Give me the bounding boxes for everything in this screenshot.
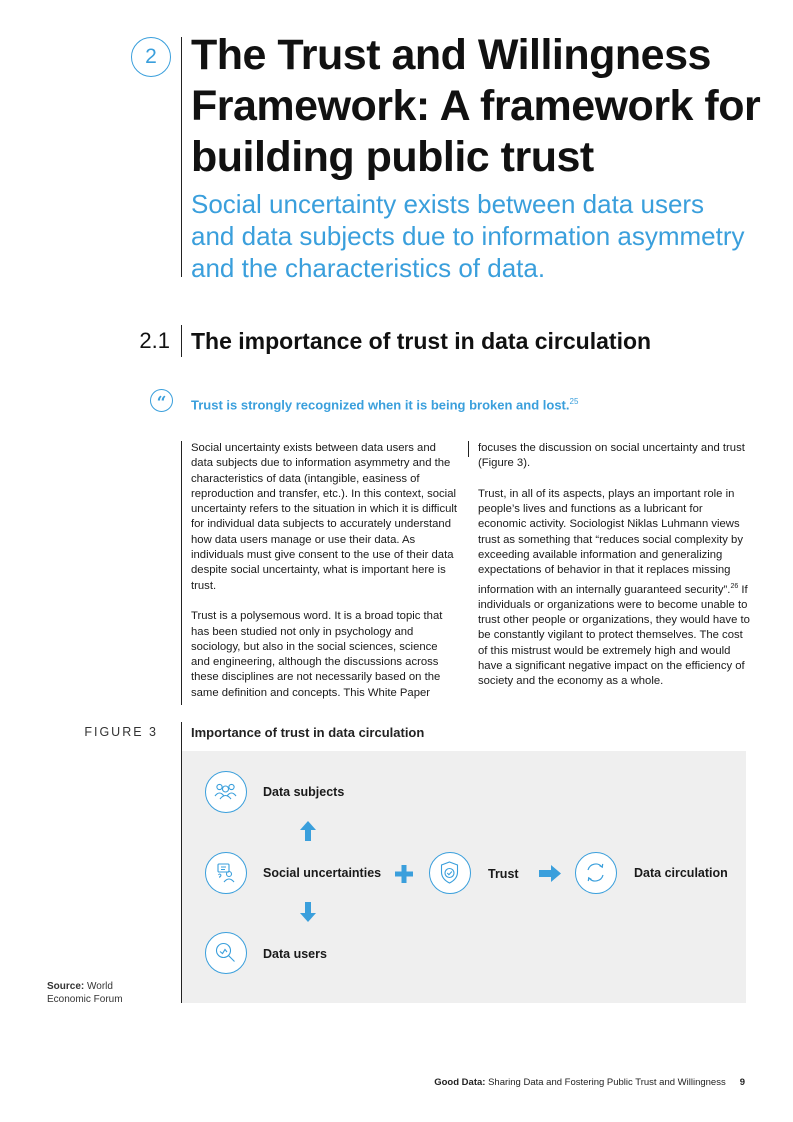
person-uncertain-icon bbox=[205, 852, 247, 894]
footer-publication: Good Data: bbox=[434, 1077, 486, 1088]
shield-check-icon bbox=[429, 852, 471, 894]
plus-icon bbox=[395, 865, 413, 883]
arrow-up-icon bbox=[300, 821, 316, 841]
pull-quote bbox=[191, 393, 751, 413]
section-title: The importance of trust in data circulation bbox=[191, 328, 652, 354]
section-number: 2.1 bbox=[139, 328, 170, 353]
body-paragraph: Trust is a polysemous word. It is a broad topic that has been studied not only in psychology and sociology, but also in the social sciences, science and engineering, although the discussions across these disciplines are not necessarily based on the same definition and concepts. This White Paper bbox=[191, 610, 443, 699]
arrow-right-icon bbox=[539, 865, 561, 882]
figure-diagram bbox=[182, 751, 746, 1003]
chapter-title: The Trust and Willingness Framework: A framework for building public trust bbox=[191, 31, 761, 181]
circular-arrows-icon bbox=[575, 852, 617, 894]
node-label-trust: Trust bbox=[488, 867, 519, 881]
magnifier-data-icon bbox=[205, 932, 247, 974]
column-divider bbox=[468, 441, 469, 457]
body-paragraph: Trust, in all of its aspects, plays an important role in people’s lives and functions as a lubricant for economic activity. Sociologist Niklas Luhmann views trust as something that “reduces social complexity by exceeding available information and generalizing expectations of behavior in that it replaces missing information with an internally guaranteed security”.$^{26}$ If individuals or organizations were to become unable to trust other people or organizations, they would have to be constantly vigilant to protect themselves. The cost of this mistrust would be extremely high and would have a significant negative impact on the efficiency of society and the economy as a whole. bbox=[478, 487, 750, 688]
chapter-subtitle: Social uncertainty exists between data users and data subjects due to information asymmetry and the characteristics of data. bbox=[191, 189, 745, 283]
people-group-icon bbox=[205, 771, 247, 813]
page-footer bbox=[434, 1077, 745, 1089]
body-paragraph: Social uncertainty exists between data users and data subjects due to information asymmetry and the characteristics of data (intangible, easiness of reproduction and transfer, etc.). In this context, social uncertainty refers to the situation in which it is difficult for individual data subjects to accurately understand how data users manage or use their data. As individuals must give consent to the use of their data despite social uncertainty, what is important here is trust. bbox=[191, 442, 458, 592]
body-paragraph: focuses the discussion on social uncertainty and trust (Figure 3). bbox=[478, 442, 745, 470]
node-label-data-subjects: Data subjects bbox=[263, 785, 345, 799]
figure-label: FIGURE 3 bbox=[84, 725, 158, 739]
chapter-number-badge: 2 bbox=[131, 37, 171, 77]
quote-icon: “ bbox=[150, 389, 173, 412]
section-divider-line bbox=[181, 325, 182, 357]
node-label-social-uncertainties: Social uncertainties bbox=[263, 866, 382, 880]
figure-title: Importance of trust in data circulation bbox=[191, 725, 425, 740]
footnote-ref: 26 bbox=[730, 582, 739, 590]
body-divider-line bbox=[181, 441, 182, 705]
arrow-down-icon bbox=[300, 902, 316, 922]
node-label-data-users: Data users bbox=[263, 947, 327, 961]
pull-quote-text: Trust is strongly recognized when it is being broken and lost. bbox=[191, 397, 570, 413]
title-divider-line bbox=[181, 37, 182, 277]
node-label-data-circulation: Data circulation bbox=[634, 866, 728, 880]
figure-source: Source: World Economic Forum bbox=[47, 981, 123, 1005]
body-column-right bbox=[478, 441, 750, 705]
footer-subtitle: Sharing Data and Fostering Public Trust and Willingness bbox=[488, 1077, 726, 1088]
page-number: 9 bbox=[739, 1077, 745, 1088]
body-column-left bbox=[191, 441, 459, 716]
pull-quote-footnote: 25 bbox=[569, 397, 579, 406]
